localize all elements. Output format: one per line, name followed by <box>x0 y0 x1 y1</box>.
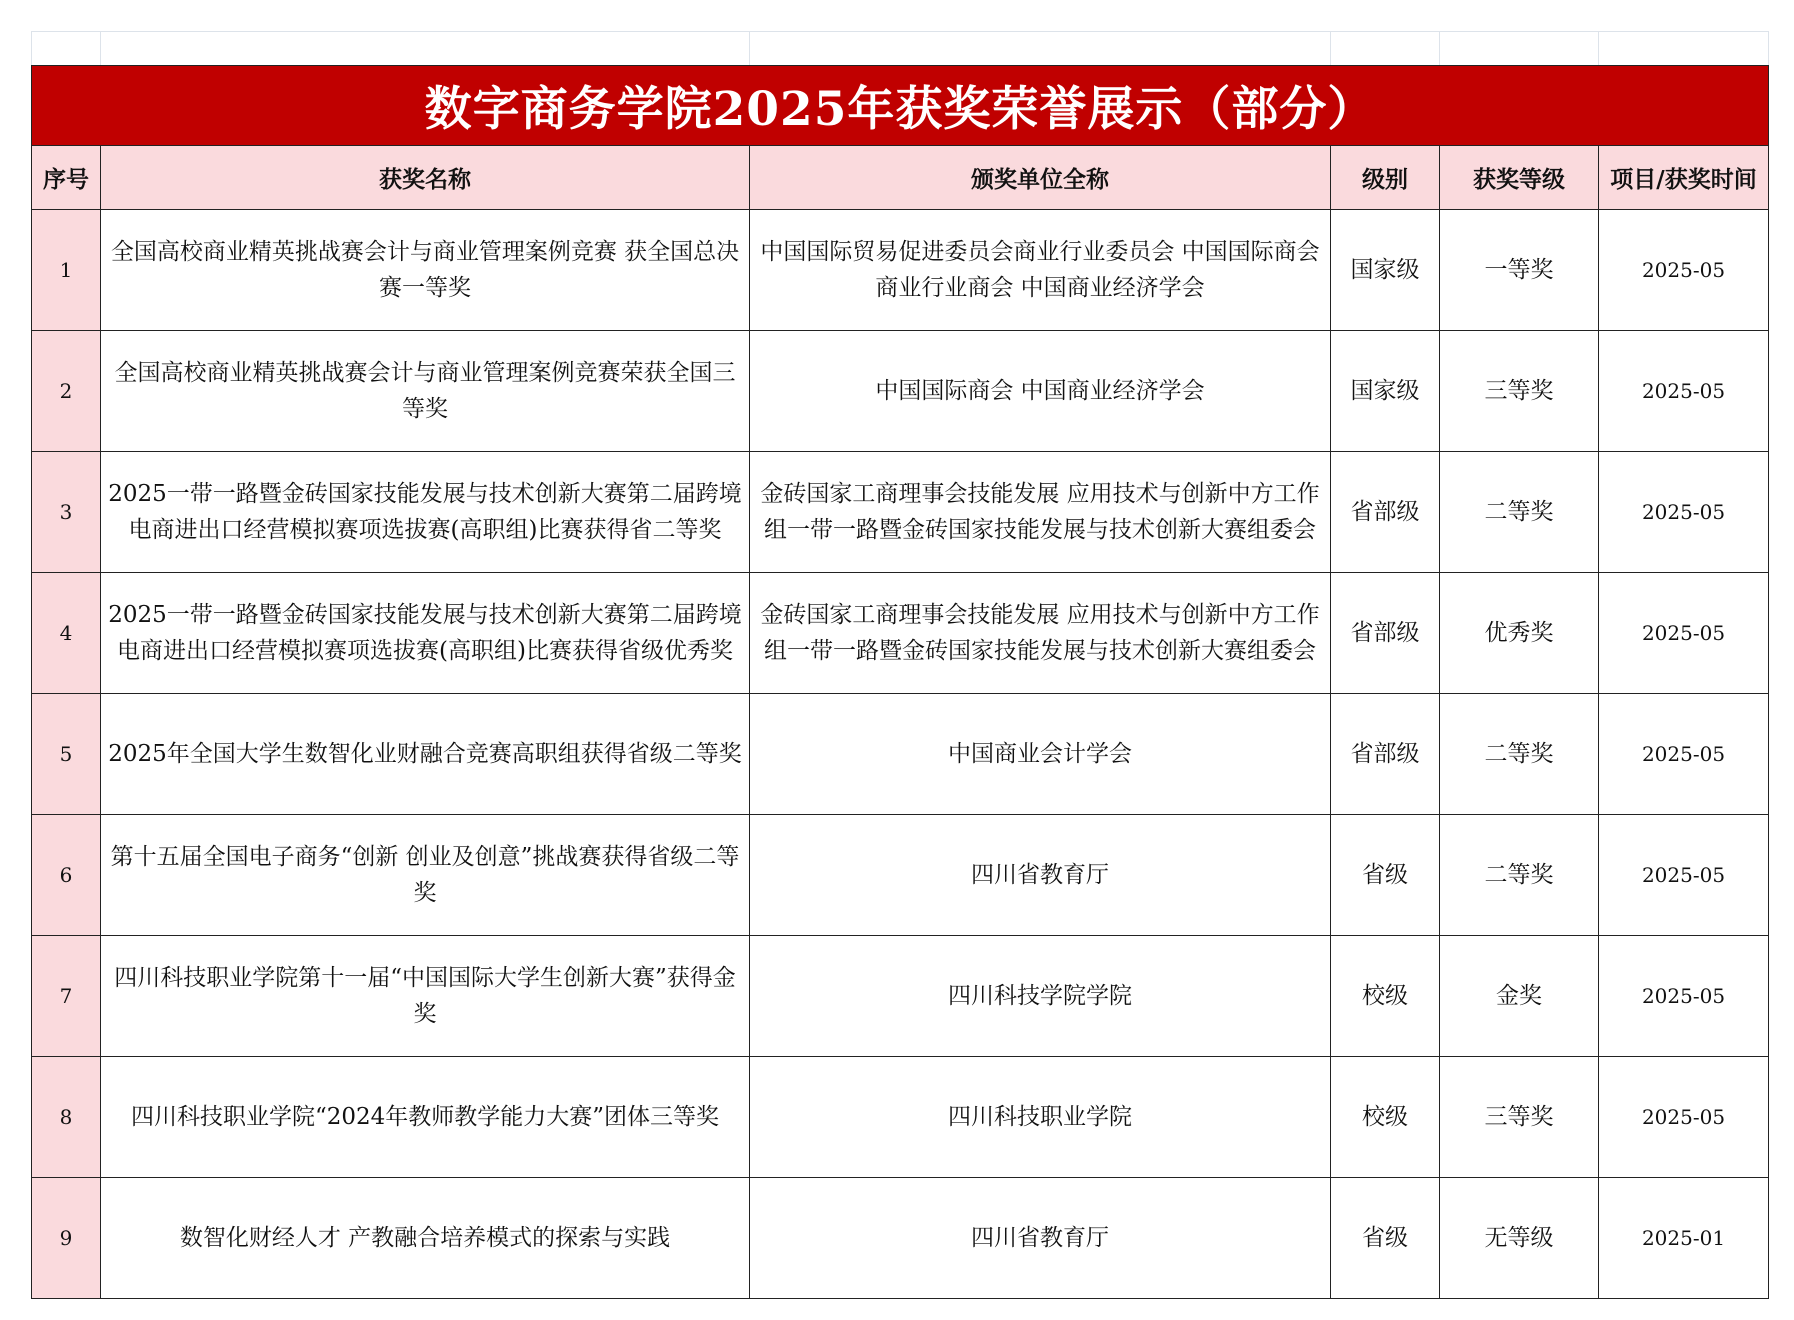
empty-cell[interactable] <box>1599 32 1769 66</box>
cell-level[interactable]: 国家级 <box>1331 210 1440 331</box>
cell-grade[interactable]: 三等奖 <box>1440 1057 1599 1178</box>
cell-award-name[interactable]: 全国高校商业精英挑战赛会计与商业管理案例竞赛荣获全国三等奖 <box>101 331 750 452</box>
cell-award-name[interactable]: 第十五届全国电子商务“创新 创业及创意”挑战赛获得省级二等奖 <box>101 815 750 936</box>
table-row <box>32 936 1769 1057</box>
cell-issuer[interactable]: 中国国际贸易促进委员会商业行业委员会 中国国际商会商业行业商会 中国商业经济学会 <box>750 210 1331 331</box>
cell-issuer[interactable]: 四川科技职业学院 <box>750 1057 1331 1178</box>
header-grade[interactable]: 获奖等级 <box>1440 146 1599 210</box>
cell-level[interactable]: 省部级 <box>1331 452 1440 573</box>
cell-index[interactable]: 3 <box>32 452 101 573</box>
cell-date[interactable]: 2025-05 <box>1599 452 1769 573</box>
cell-grade[interactable]: 三等奖 <box>1440 331 1599 452</box>
cell-level[interactable]: 国家级 <box>1331 331 1440 452</box>
cell-issuer[interactable]: 四川科技学院学院 <box>750 936 1331 1057</box>
cell-date[interactable]: 2025-05 <box>1599 331 1769 452</box>
cell-grade[interactable]: 金奖 <box>1440 936 1599 1057</box>
empty-cell[interactable] <box>101 32 750 66</box>
cell-index[interactable]: 8 <box>32 1057 101 1178</box>
cell-level[interactable]: 省级 <box>1331 815 1440 936</box>
cell-award-name[interactable]: 四川科技职业学院第十一届“中国国际大学生创新大赛”获得金奖 <box>101 936 750 1057</box>
cell-grade[interactable]: 二等奖 <box>1440 694 1599 815</box>
cell-index[interactable]: 6 <box>32 815 101 936</box>
table-row <box>32 331 1769 452</box>
awards-table <box>31 31 1769 1299</box>
cell-grade[interactable]: 一等奖 <box>1440 210 1599 331</box>
cell-issuer[interactable]: 四川省教育厅 <box>750 815 1331 936</box>
cell-award-name[interactable]: 2025一带一路暨金砖国家技能发展与技术创新大赛第二届跨境电商进出口经营模拟赛项选拔赛(高职组)比赛获得省级优秀奖 <box>101 573 750 694</box>
table-row <box>32 210 1769 331</box>
empty-cell[interactable] <box>32 32 101 66</box>
cell-level[interactable]: 校级 <box>1331 1057 1440 1178</box>
table-row <box>32 694 1769 815</box>
cell-index[interactable]: 4 <box>32 573 101 694</box>
cell-award-name[interactable]: 2025年全国大学生数智化业财融合竞赛高职组获得省级二等奖 <box>101 694 750 815</box>
cell-grade[interactable]: 二等奖 <box>1440 452 1599 573</box>
cell-index[interactable]: 1 <box>32 210 101 331</box>
cell-level[interactable]: 省部级 <box>1331 694 1440 815</box>
cell-date[interactable]: 2025-05 <box>1599 936 1769 1057</box>
empty-spreadsheet-row <box>32 32 1769 66</box>
cell-award-name[interactable]: 四川科技职业学院“2024年教师教学能力大赛”团体三等奖 <box>101 1057 750 1178</box>
empty-cell[interactable] <box>1440 32 1599 66</box>
table-row <box>32 815 1769 936</box>
header-row <box>32 146 1769 210</box>
title-row <box>32 66 1769 146</box>
awards-sheet <box>31 31 1768 1299</box>
cell-date[interactable]: 2025-01 <box>1599 1178 1769 1299</box>
cell-index[interactable]: 5 <box>32 694 101 815</box>
cell-issuer[interactable]: 金砖国家工商理事会技能发展 应用技术与创新中方工作组一带一路暨金砖国家技能发展与技术创新大赛组委会 <box>750 573 1331 694</box>
cell-issuer[interactable]: 中国国际商会 中国商业经济学会 <box>750 331 1331 452</box>
cell-date[interactable]: 2025-05 <box>1599 694 1769 815</box>
table-row <box>32 573 1769 694</box>
cell-issuer[interactable]: 四川省教育厅 <box>750 1178 1331 1299</box>
header-date[interactable]: 项目/获奖时间 <box>1599 146 1769 210</box>
cell-grade[interactable]: 优秀奖 <box>1440 573 1599 694</box>
cell-level[interactable]: 校级 <box>1331 936 1440 1057</box>
header-issuer[interactable]: 颁奖单位全称 <box>750 146 1331 210</box>
cell-level[interactable]: 省级 <box>1331 1178 1440 1299</box>
table-row <box>32 1057 1769 1178</box>
empty-cell[interactable] <box>1331 32 1440 66</box>
cell-level[interactable]: 省部级 <box>1331 573 1440 694</box>
header-level[interactable]: 级别 <box>1331 146 1440 210</box>
header-index[interactable]: 序号 <box>32 146 101 210</box>
cell-date[interactable]: 2025-05 <box>1599 815 1769 936</box>
cell-award-name[interactable]: 2025一带一路暨金砖国家技能发展与技术创新大赛第二届跨境电商进出口经营模拟赛项选拔赛(高职组)比赛获得省二等奖 <box>101 452 750 573</box>
cell-index[interactable]: 9 <box>32 1178 101 1299</box>
cell-index[interactable]: 2 <box>32 331 101 452</box>
cell-date[interactable]: 2025-05 <box>1599 573 1769 694</box>
cell-date[interactable]: 2025-05 <box>1599 210 1769 331</box>
table-row <box>32 452 1769 573</box>
header-award-name[interactable]: 获奖名称 <box>101 146 750 210</box>
cell-issuer[interactable]: 金砖国家工商理事会技能发展 应用技术与创新中方工作组一带一路暨金砖国家技能发展与技术创新大赛组委会 <box>750 452 1331 573</box>
cell-grade[interactable]: 无等级 <box>1440 1178 1599 1299</box>
sheet-title[interactable]: 数字商务学院2025年获奖荣誉展示（部分） <box>32 66 1769 146</box>
cell-grade[interactable]: 二等奖 <box>1440 815 1599 936</box>
cell-index[interactable]: 7 <box>32 936 101 1057</box>
table-row <box>32 1178 1769 1299</box>
cell-date[interactable]: 2025-05 <box>1599 1057 1769 1178</box>
cell-award-name[interactable]: 数智化财经人才 产教融合培养模式的探索与实践 <box>101 1178 750 1299</box>
cell-award-name[interactable]: 全国高校商业精英挑战赛会计与商业管理案例竞赛 获全国总决赛一等奖 <box>101 210 750 331</box>
empty-cell[interactable] <box>750 32 1331 66</box>
cell-issuer[interactable]: 中国商业会计学会 <box>750 694 1331 815</box>
